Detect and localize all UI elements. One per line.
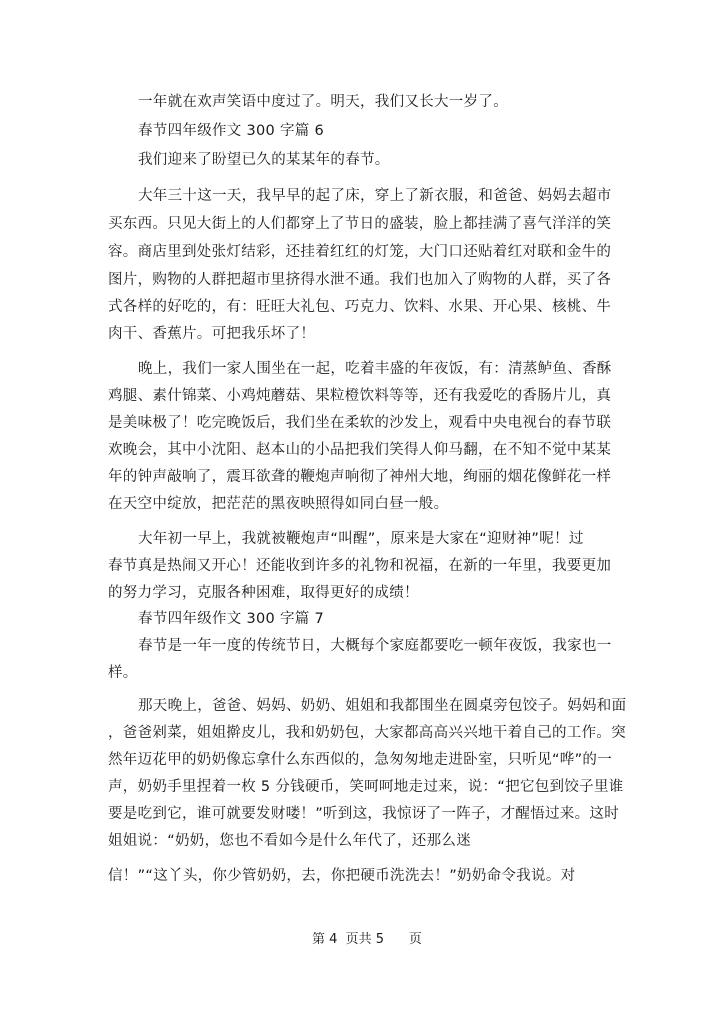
text-line: 年的钟声敲响了，震耳欲聋的鞭炮声响彻了神州大地，绚丽的烟花像鲜花一样	[108, 469, 612, 485]
text-line: 式各样的好吃的，有：旺旺大礼包、巧克力、饮料、水果、开心果、核桃、牛	[108, 299, 612, 315]
text-line: 那天晚上，爸爸、妈妈、奶奶、姐姐和我都围坐在圆桌旁包饺子。妈妈和面	[138, 698, 627, 714]
text-line: 样。	[108, 665, 138, 681]
text-line: 要是吃到它，谁可就要发财喽！”听到这，我惊讶了一阵子，才醒悟过来。这时	[108, 806, 620, 822]
text-line: 在天空中绽放，把茫茫的黑夜映照得如同白昼一般。	[108, 496, 449, 512]
section-heading: 春节四年级作文 300 字篇 6	[138, 123, 325, 139]
text-line: 的努力学习，克服各种困难，取得更好的成绩！	[108, 585, 419, 601]
text-line: 春节真是热闹又开心！还能收到许多的礼物和祝福，在新的一年里，我要更加	[108, 558, 612, 574]
text-line: 姐姐说：“奶奶，您也不看如今是什么年代了，还那么迷	[108, 833, 472, 849]
text-line: 欢晚会，其中小沈阳、赵本山的小品把我们笑得人仰马翻，在不知不觉中某某	[108, 442, 612, 458]
text-line: 大年三十这一天，我早早的起了床，穿上了新衣服，和爸爸、妈妈去超市	[138, 188, 612, 204]
text-line: 买东西。只见大街上的人们都穿上了节日的盛装，脸上都挂满了喜气洋洋的笑	[108, 216, 612, 232]
section-heading: 春节四年级作文 300 字篇 7	[138, 611, 325, 627]
text-line: 肉干、香蕉片。可把我乐坏了！	[108, 326, 316, 342]
text-line: 图片，购物的人群把超市里挤得水泄不通。我们也加入了购物的人群，买了各	[108, 272, 612, 288]
text-line: 一年就在欢声笑语中度过了。明天，我们又长大一岁了。	[138, 94, 508, 110]
text-line: 大年初一早上，我就被鞭炮声“叫醒”，原来是大家在“迎财神”呢！过	[138, 531, 584, 547]
text-line: 春节是一年一度的传统节日，大概每个家庭都要吃一顿年夜饭，我家也一	[138, 638, 612, 654]
page-footer: 第 4 页共 5 页	[312, 932, 422, 947]
text-line: ，爸爸剁菜，姐姐擀皮儿，我和奶奶包，大家都高高兴兴地干着自己的工作。突	[108, 725, 626, 741]
text-line: 然年迈花甲的奶奶像忘拿什么东西似的，急匆匆地走进卧室，只听见“哗”的一	[108, 752, 613, 768]
text-line: 晚上，我们一家人围坐在一起，吃着丰盛的年夜饭，有：清蒸鲈鱼、香酥	[138, 361, 612, 377]
text-line: 是美味极了！吃完晚饭后，我们坐在柔软的沙发上，观看中央电视台的春节联	[108, 415, 612, 431]
text-line: 我们迎来了盼望已久的某某年的春节。	[138, 152, 390, 168]
text-line: 鸡腿、素什锦菜、小鸡炖蘑菇、果粒橙饮料等等，还有我爱吃的香肠片儿，真	[108, 388, 612, 404]
text-line: 容。商店里到处张灯结彩，还挂着红红的灯笼，大门口还贴着红对联和金牛的	[108, 244, 612, 260]
text-line: 声，奶奶手里捏着一枚 5 分钱硬币，笑呵呵地走过来，说：“把它包到饺子里谁	[108, 779, 624, 795]
text-line: 信！”“这丫头，你少管奶奶，去，你把硬币洗洗去！”奶奶命令我说。对	[108, 868, 576, 884]
